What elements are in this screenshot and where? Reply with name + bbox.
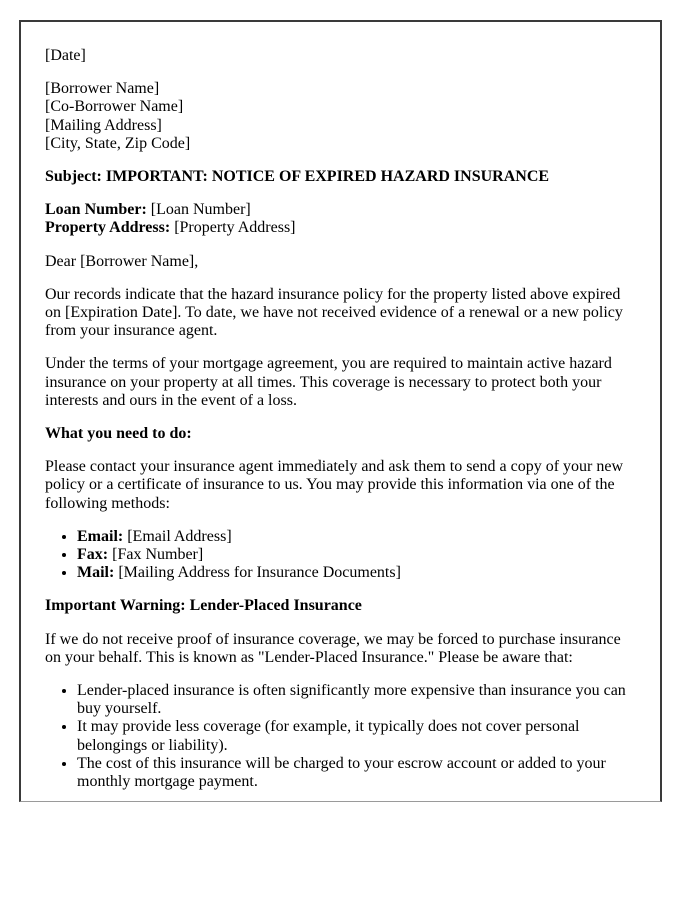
recipient-line-mailing-address: [Mailing Address] [45, 116, 162, 134]
contact-method-label: Mail: [77, 564, 115, 582]
recipient-line-borrower: [Borrower Name] [45, 80, 160, 98]
contact-method-label: Email: [77, 527, 124, 545]
property-address-value: [Property Address] [174, 219, 296, 237]
paragraph-terms: Under the terms of your mortgage agreement, you are required to maintain active hazard insurance on your property at all times. This coverage is necessary to protect both your interests and ours in the event of a loss. [45, 355, 612, 409]
contact-method-item-email [77, 528, 636, 546]
warning-point-item: • Lender-placed insurance is often significantly more expensive than insurance you can buy yourself. [77, 682, 636, 718]
paragraph-records: Our records indicate that the hazard insurance policy for the property listed above expired on [Expiration Date]. To date, we have not received evidence of a renewal or a new policy from your insurance agent. [45, 285, 623, 340]
contact-method-item-mail [77, 564, 636, 582]
warning-point-item: • It may provide less coverage (for example, it typically does not cover personal belongings or liability). [77, 718, 636, 754]
recipient-line-co-borrower: [Co-Borrower Name] [45, 98, 184, 116]
date-line: [Date] [45, 47, 86, 64]
contact-method-item-fax [77, 546, 636, 564]
warning-point-item: • The cost of this insurance will be charged to your escrow account or added to your monthly mortgage payment. [77, 755, 636, 791]
heading-lender-placed-warning: Important Warning: Lender-Placed Insurance [45, 597, 362, 615]
property-address-line [45, 219, 636, 237]
property-address-label: Property Address: [45, 219, 171, 237]
letter-document [19, 20, 662, 802]
paragraph-lender-placed: If we do not receive proof of insurance coverage, we may be forced to purchase insurance on your behalf. This is known as "Lender-Placed Insurance." Please be aware that: [45, 630, 621, 666]
loan-property-block [45, 201, 636, 237]
loan-number-line [45, 201, 636, 219]
contact-methods-list [45, 528, 636, 583]
contact-method-label: Fax: [77, 546, 109, 564]
loan-number-value: [Loan Number] [150, 201, 251, 219]
paragraph-contact-instructions: Please contact your insurance agent immediately and ask them to send a copy of your new policy or a certificate of insurance to us. You may provide this information via one of the following methods: [45, 458, 624, 512]
contact-method-value: [Mailing Address for Insurance Documents] [118, 564, 401, 582]
salutation: Dear [Borrower Name], [45, 252, 199, 270]
warning-points-list [45, 682, 636, 791]
contact-method-value: [Email Address] [127, 527, 232, 545]
recipient-line-city-state-zip: [City, State, Zip Code] [45, 134, 191, 152]
recipient-block [45, 80, 636, 153]
contact-method-value: [Fax Number] [112, 546, 204, 564]
heading-what-you-need-to-do: What you need to do: [45, 425, 192, 443]
loan-number-label: Loan Number: [45, 201, 147, 219]
subject-line: Subject: IMPORTANT: NOTICE OF EXPIRED HAZARD INSURANCE [45, 168, 550, 186]
